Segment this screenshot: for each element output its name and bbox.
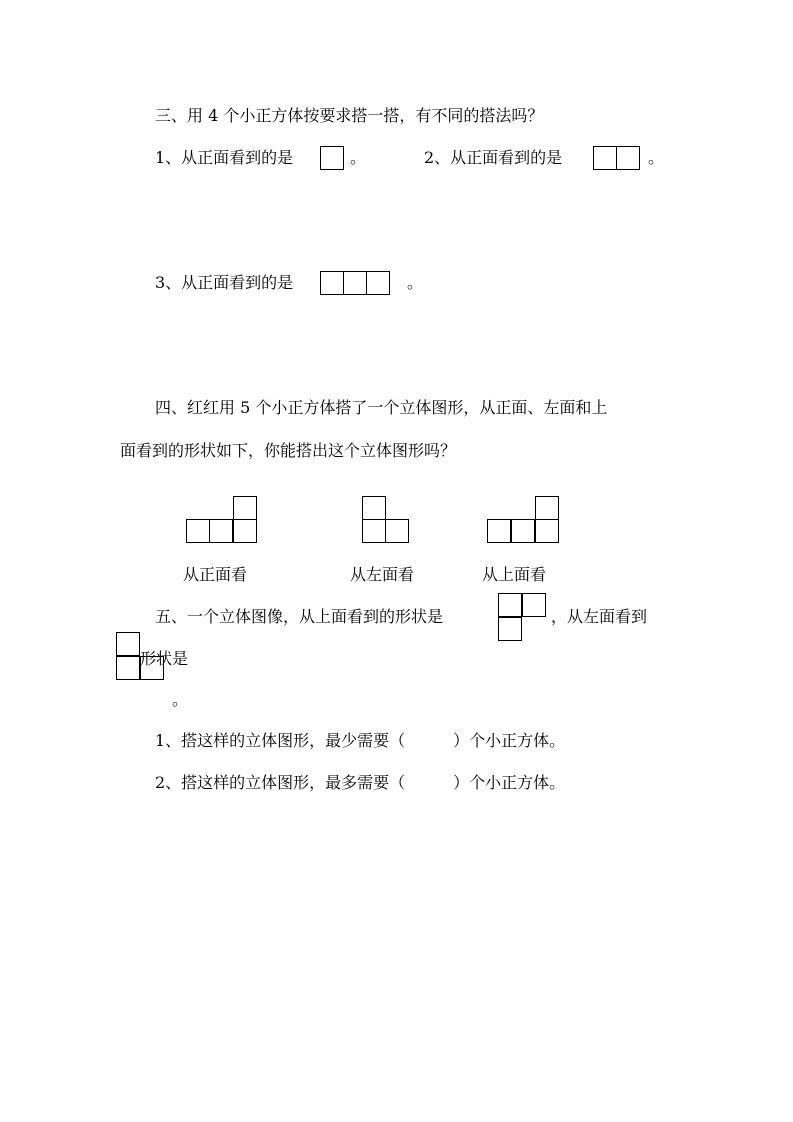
section3-title: 三、用 4 个小正方体按要求搭一搭，有不同的搭法吗？ bbox=[155, 106, 544, 125]
cube-square bbox=[385, 519, 409, 543]
section5-q2: 2、搭这样的立体图形，最多需要（ ）个小正方体。 bbox=[155, 773, 566, 792]
cube-square bbox=[343, 271, 367, 295]
cube-square bbox=[498, 617, 522, 641]
cube-square bbox=[616, 146, 640, 170]
label-front-view: 从正面看 bbox=[183, 565, 248, 584]
section4-line2: 面看到的形状如下，你能搭出这个立体图形吗？ bbox=[120, 441, 457, 460]
cube-square bbox=[362, 496, 386, 520]
cube-square bbox=[116, 632, 140, 656]
cube-square bbox=[233, 519, 257, 543]
section5-line1-b: ，从左面看到 bbox=[551, 607, 648, 626]
cube-square bbox=[320, 271, 344, 295]
section3-q3: 3、从正面看到的是 bbox=[155, 273, 294, 292]
cube-square bbox=[320, 146, 344, 170]
section3-q2-end: 。 bbox=[648, 148, 665, 167]
cube-square bbox=[209, 519, 233, 543]
cube-square bbox=[116, 656, 140, 680]
label-left-view: 从左面看 bbox=[350, 565, 415, 584]
section3-q2: 2、从正面看到的是 bbox=[424, 148, 563, 167]
section5-line2: 形状是 bbox=[140, 649, 189, 668]
cube-square bbox=[366, 271, 390, 295]
section5-q1: 1、搭这样的立体图形，最少需要（ ）个小正方体。 bbox=[155, 731, 566, 750]
section3-q1-end: 。 bbox=[350, 148, 367, 167]
label-top-view: 从上面看 bbox=[482, 565, 547, 584]
cube-square bbox=[140, 656, 164, 680]
cube-square bbox=[511, 519, 535, 543]
cube-square bbox=[487, 519, 511, 543]
cube-square bbox=[362, 519, 386, 543]
cube-square bbox=[535, 496, 559, 520]
cube-square bbox=[186, 519, 210, 543]
cube-square bbox=[535, 519, 559, 543]
cube-square bbox=[593, 146, 617, 170]
section5-line1-a: 五、一个立体图像，从上面看到的形状是 bbox=[155, 607, 444, 626]
cube-square bbox=[522, 593, 546, 617]
section3-q3-end: 。 bbox=[407, 273, 424, 292]
cube-square bbox=[498, 593, 522, 617]
section5-line3: 。 bbox=[172, 690, 189, 709]
cube-square bbox=[233, 496, 257, 520]
section3-q1: 1、从正面看到的是 bbox=[155, 148, 294, 167]
section4-line1: 四、红红用 5 个小正方体搭了一个立体图形，从正面、左面和上 bbox=[155, 398, 608, 417]
